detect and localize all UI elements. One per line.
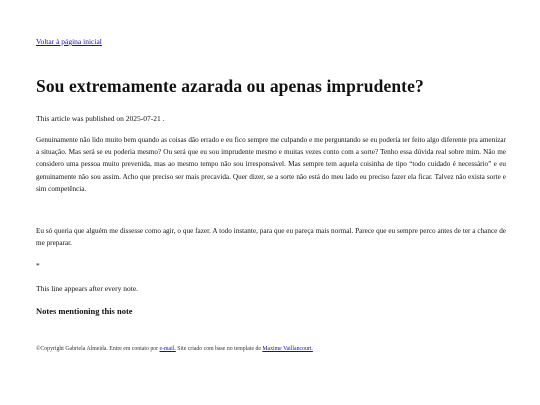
separator: * (36, 261, 40, 270)
published-date: 2025-07-21 (125, 114, 161, 123)
published-prefix: This article was published on (36, 114, 126, 123)
published-line (36, 114, 165, 123)
published-suffix: . (160, 114, 165, 123)
email-link[interactable]: e-mail. (159, 346, 176, 352)
mentions-heading: Notes mentioning this note (36, 306, 133, 316)
template-author-link[interactable]: Maxime Vaillancourt. (262, 346, 313, 352)
article-paragraph-2: Eu só queria que alguém me dissesse como agir, o que fazer. A todo instante, para que eu pareça mais normal. Parece que eu sempre perco antes de ter a chance de me preparar. (36, 227, 506, 248)
footer-middle: Site criado com base no template de (175, 346, 263, 352)
article-title: Sou extremamente azarada ou apenas imprudente? (36, 76, 424, 96)
after-note-line: This line appears after every note. (36, 284, 139, 293)
footer-prefix: ©Copyright Gabriela Almeida. Entre em contato por (36, 346, 160, 352)
article-paragraph-1: Genuinamente não lido muito bem quando as coisas dão errado e eu fico sempre me culpando e me perguntando se eu poderia ter feito algo diferente pra amenizar a situação. Mas será se eu poderia mesmo? Ou será que eu sou imprudente mesmo e muitas vezes conto com a sorte? Tenho essa dúvida real sobre mim. Não me considero uma pessoa muito prevenida, mas ao mesmo tempo não sou irresponsável. Mas sempre tem aquela coisinha de tipo “todo cuidado é necessário” e eu genuinamente não sou assim. Acho que preciso ser mais precavida. Quer dizer, se a sorte não está do meu lado eu preciso fazer ela ficar. Talvez não exista sorte e sim competência. (36, 136, 506, 193)
footer (36, 346, 313, 352)
back-home-link[interactable]: Voltar à página inicial (36, 37, 102, 46)
